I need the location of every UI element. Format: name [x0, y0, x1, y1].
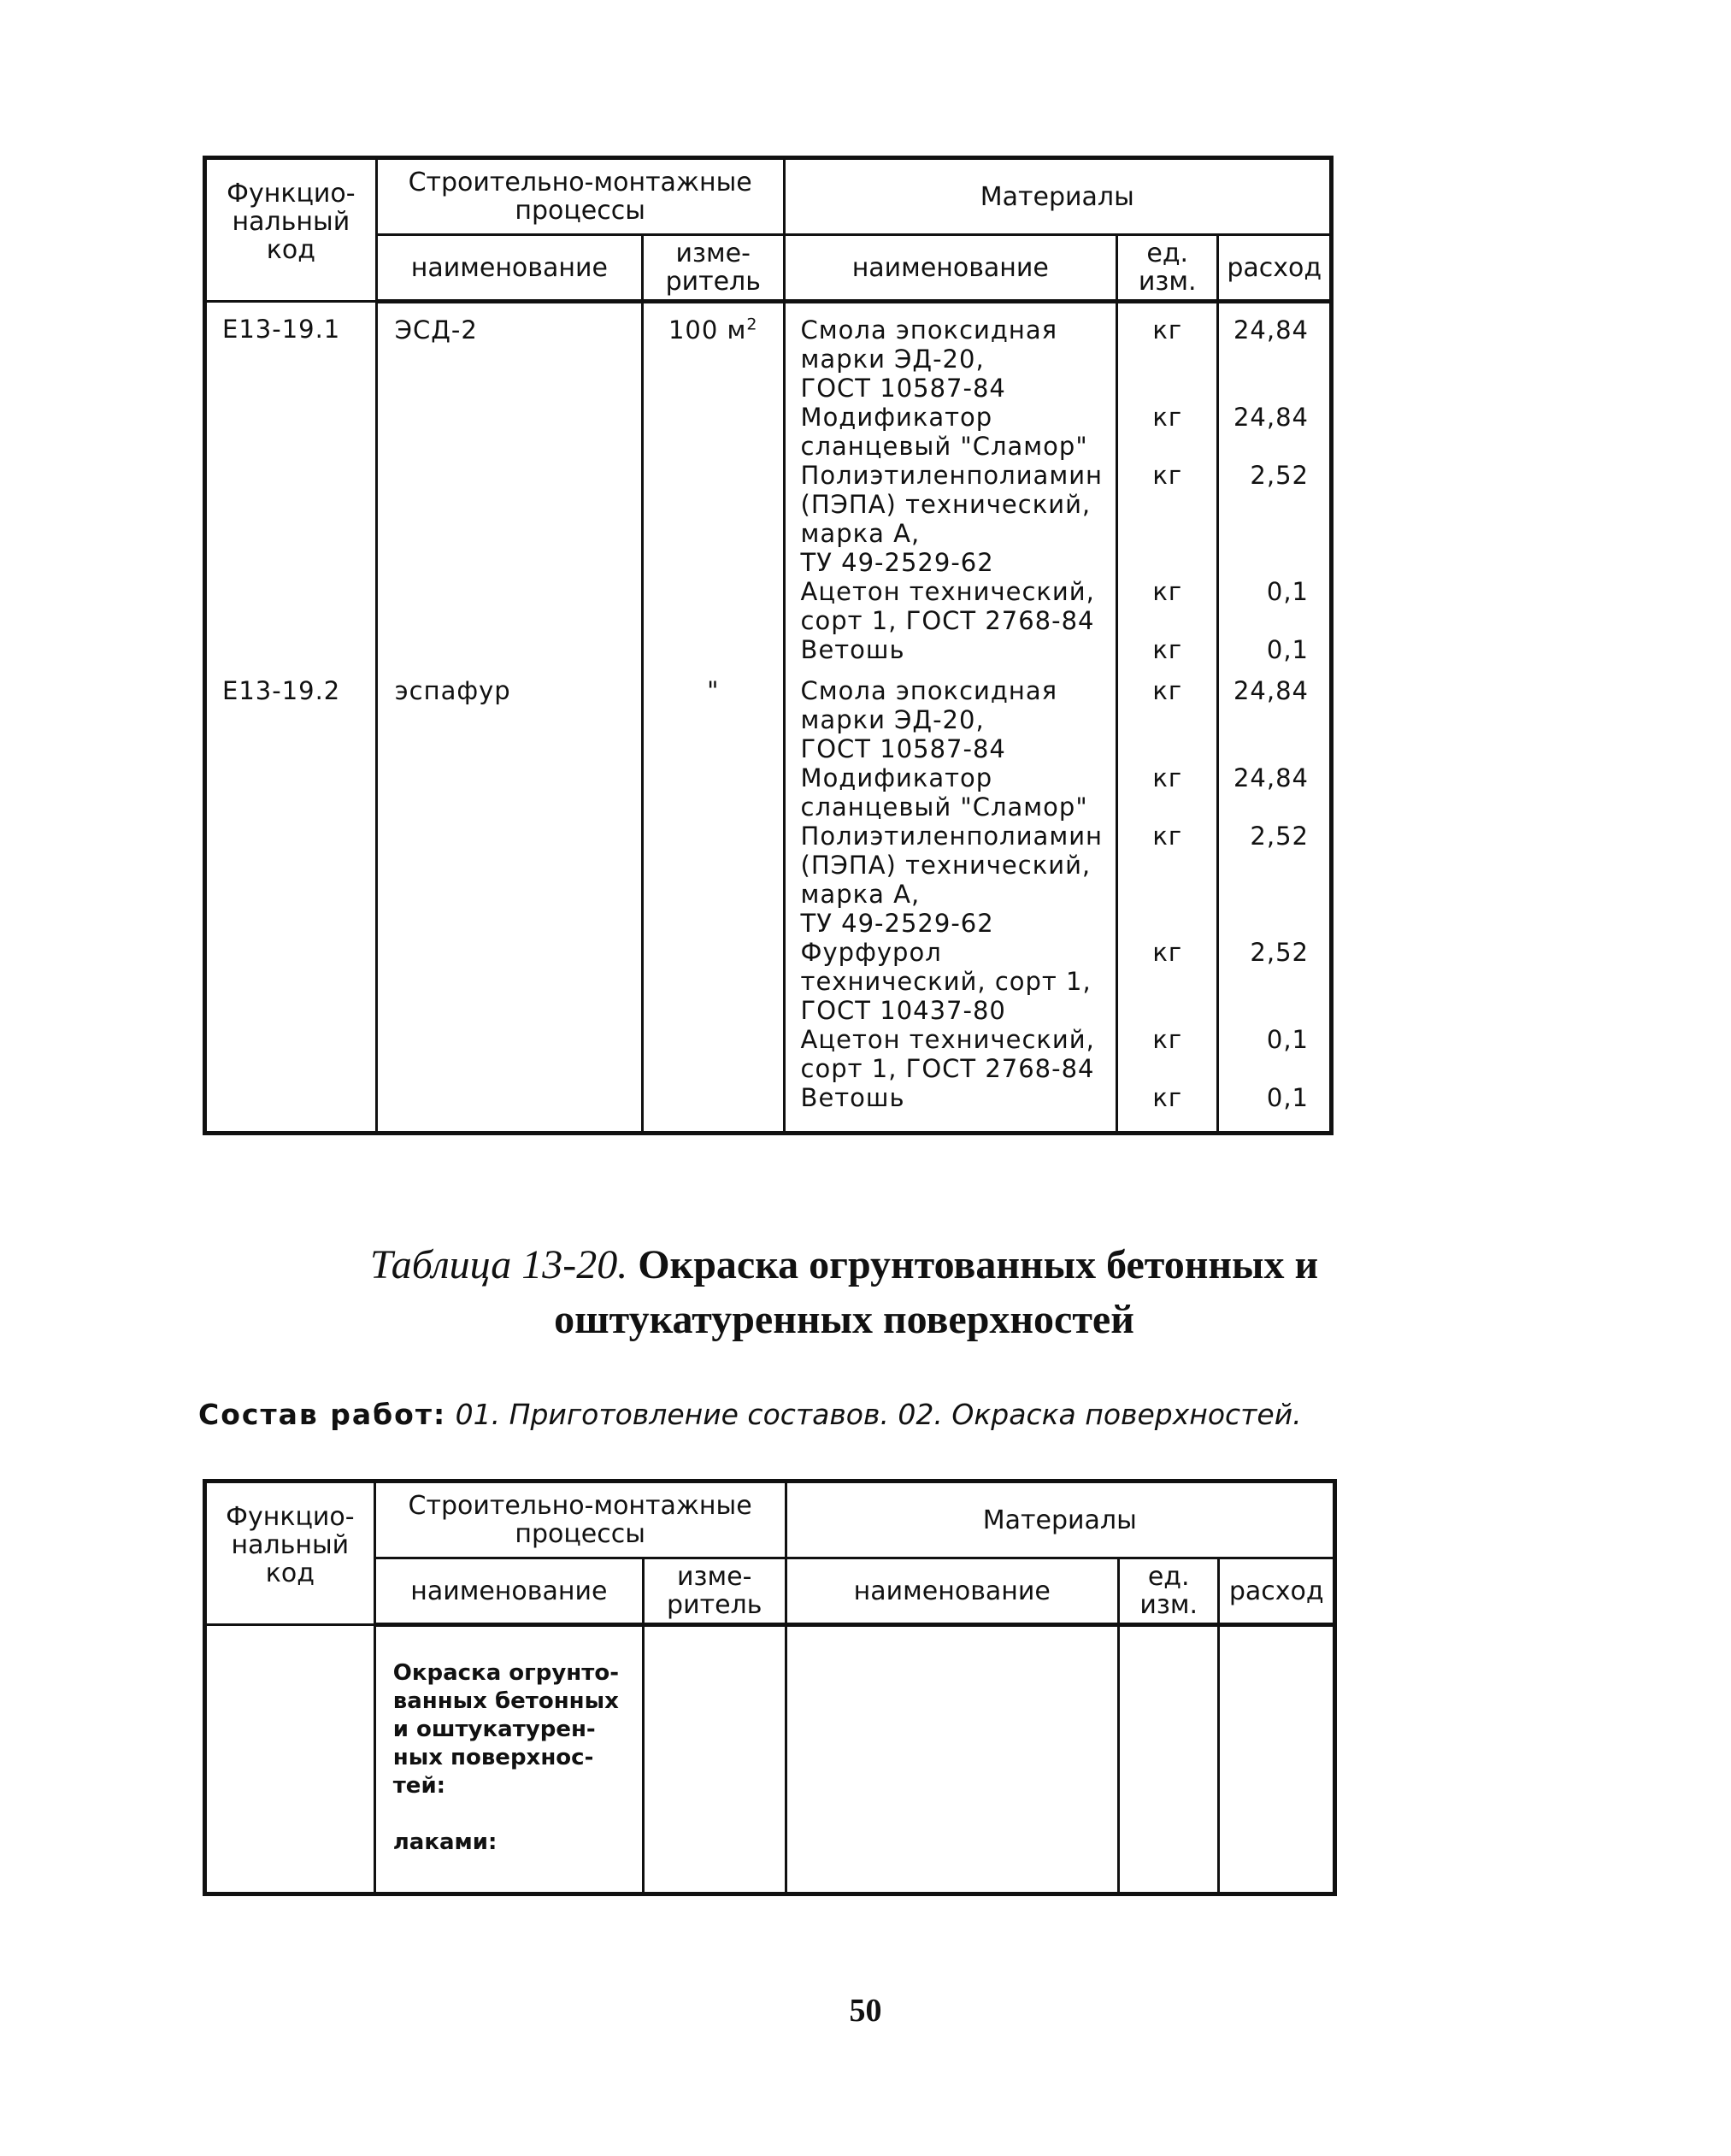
material-rate: 2,52: [1250, 461, 1309, 490]
table-row: [205, 664, 1332, 1134]
t2-cell-code: [205, 1625, 375, 1894]
work-composition-label: Состав работ:: [198, 1398, 447, 1431]
cell-process-name: [376, 302, 642, 665]
header-material-unit: ед. изм.: [1117, 235, 1218, 302]
caption-title: Окраска огрунтованных бетонных и оштукатуренных поверхностей: [554, 1242, 1319, 1342]
page-number: 50: [849, 1993, 882, 2029]
t2-cell-process: [374, 1625, 643, 1894]
material-unit: кг: [1152, 577, 1183, 606]
material-rate: 24,84: [1233, 315, 1309, 345]
header-processes-text: Строительно-монтажные процессы: [408, 168, 752, 226]
process-name: ЭСД-2: [394, 315, 478, 345]
header-material-name: наименование: [784, 235, 1116, 302]
header-material-rate: расход: [1218, 235, 1332, 302]
materials-table-13-19: [203, 156, 1334, 1135]
t2-header-material-rate: расход: [1219, 1558, 1335, 1625]
t2-header-processes: [374, 1482, 786, 1558]
material-unit: кг: [1152, 676, 1183, 705]
t2-cell-material-unit: [1118, 1625, 1218, 1894]
material-name: Полиэтиленполиамин (ПЭПА) технический, марка А, ТУ 49-2529-62: [800, 822, 1104, 938]
header-materials: [784, 158, 1331, 235]
material-name: Ацетон технический, сорт 1, ГОСТ 2768-84: [800, 577, 1095, 635]
process-meter: ": [707, 676, 720, 705]
material-unit: кг: [1152, 635, 1183, 664]
t2-cell-material-name: [786, 1625, 1118, 1894]
cell-process-meter: [642, 302, 784, 665]
process-meter-exponent: 2: [746, 315, 758, 334]
header-process-name: наименование: [376, 235, 642, 302]
material-name: Фурфурол технический, сорт 1, ГОСТ 10437-80: [800, 938, 1092, 1025]
material-rate: 2,52: [1250, 938, 1309, 967]
caption-prefix: Таблица 13-20.: [369, 1242, 628, 1287]
t2-header-material-unit: ед. изм.: [1118, 1558, 1218, 1625]
cell-process-name: [376, 664, 642, 1134]
header-functional-code: [205, 158, 377, 302]
material-unit: кг: [1152, 461, 1183, 490]
t2-header-materials-text: Материалы: [982, 1505, 1137, 1535]
material-unit: кг: [1152, 763, 1183, 792]
t2-header-functional-code-text: Функцио- нальный код: [226, 1501, 355, 1588]
t2-header-functional-code: [205, 1482, 375, 1625]
material-rate: 0,1: [1266, 577, 1309, 606]
material-name: Смола эпоксидная марки ЭД-20, ГОСТ 10587-84: [800, 315, 1058, 403]
t2-header-processes-text: Строительно-монтажные процессы: [408, 1491, 752, 1549]
t2-header-material-name: наименование: [786, 1558, 1118, 1625]
material-name: Ветошь: [800, 1083, 905, 1112]
cell-functional-code: [205, 664, 377, 1134]
table-row: [205, 302, 1332, 665]
material-name: Модификатор сланцевый "Сламор": [800, 403, 1088, 461]
cell-material-rates: [1218, 664, 1332, 1134]
material-name: Ветошь: [800, 635, 905, 664]
cell-material-rates: [1218, 302, 1332, 665]
work-composition: [198, 1398, 1302, 1432]
material-rate: 24,84: [1233, 676, 1309, 705]
functional-code: Е13-19.1: [222, 315, 341, 344]
cell-material-names: [784, 664, 1116, 1134]
process-meter: 100 м: [668, 315, 747, 345]
cell-material-units: [1117, 302, 1218, 665]
material-unit: кг: [1152, 1025, 1183, 1054]
material-unit: кг: [1152, 938, 1183, 967]
work-composition-text: 01. Приготовление составов. 02. Окраска поверхностей.: [455, 1398, 1302, 1431]
t2-cell-meter: [643, 1625, 786, 1894]
material-rate: 24,84: [1233, 763, 1309, 792]
process-name: эспафур: [394, 676, 511, 705]
material-rate: 0,1: [1266, 1083, 1309, 1112]
t2-process-block: [376, 1627, 642, 1857]
header-process-meter: изме- ритель: [642, 235, 784, 302]
materials-table-13-20: [203, 1479, 1337, 1896]
material-unit: кг: [1152, 822, 1183, 851]
material-unit: кг: [1152, 1083, 1183, 1112]
cell-material-units: [1117, 664, 1218, 1134]
header-materials-text: Материалы: [980, 181, 1134, 212]
cell-material-names: [784, 302, 1116, 665]
cell-process-meter: [642, 664, 784, 1134]
material-name: Ацетон технический, сорт 1, ГОСТ 2768-84: [800, 1025, 1095, 1083]
t2-process-subtitle: лаками:: [392, 1829, 498, 1855]
material-name: Смола эпоксидная марки ЭД-20, ГОСТ 10587-84: [800, 676, 1058, 763]
material-unit: кг: [1152, 403, 1183, 432]
t2-cell-material-rate: [1219, 1625, 1335, 1894]
table-1-body: [205, 302, 1332, 1134]
table-row: [205, 1625, 1335, 1894]
t2-header-materials: [786, 1482, 1334, 1558]
material-name: Полиэтиленполиамин (ПЭПА) технический, марка А, ТУ 49-2529-62: [800, 461, 1104, 577]
material-rate: 0,1: [1266, 635, 1309, 664]
material-name: Модификатор сланцевый "Сламор": [800, 763, 1088, 822]
t2-header-process-meter: изме- ритель: [643, 1558, 786, 1625]
table-caption: [137, 1238, 1551, 1347]
material-unit: кг: [1152, 315, 1183, 345]
functional-code: Е13-19.2: [222, 676, 341, 705]
header-functional-code-text: Функцио- нальный код: [227, 178, 356, 265]
material-rate: 2,52: [1250, 822, 1309, 851]
header-processes: [376, 158, 784, 235]
t2-header-process-name: наименование: [374, 1558, 643, 1625]
material-rate: 24,84: [1233, 403, 1309, 432]
cell-functional-code: [205, 302, 377, 665]
t2-process-title: Окраска огрунто- ванных бетонных и оштукатурен- ных поверхнос- тей:: [392, 1660, 619, 1799]
material-rate: 0,1: [1266, 1025, 1309, 1054]
